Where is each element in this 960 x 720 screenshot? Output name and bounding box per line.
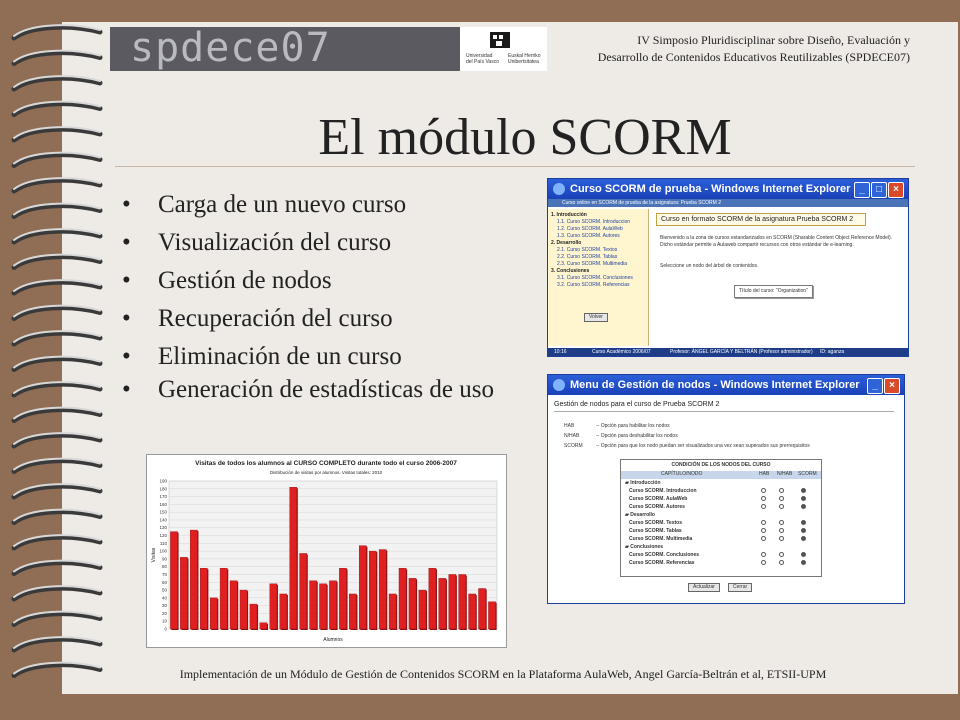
title-divider — [115, 166, 915, 167]
bar — [270, 584, 277, 629]
radio-button[interactable] — [801, 560, 806, 565]
ring-icon — [14, 280, 100, 293]
bar — [319, 584, 326, 629]
nodes-legend — [564, 421, 894, 451]
y-tick-label: 120 — [159, 533, 167, 539]
chart-subtitle: Distribución de visitas por alumnos. Visitas totales: 2010 — [269, 470, 383, 475]
legend-key: N/HAB — [564, 433, 580, 439]
radio-button[interactable] — [779, 488, 784, 493]
radio-button[interactable] — [779, 560, 784, 565]
bar — [389, 594, 396, 629]
ring-icon — [14, 229, 100, 242]
ring-icon — [14, 51, 100, 64]
legend-row — [564, 441, 894, 451]
logo-text: spdece07 — [130, 27, 331, 71]
bar — [230, 581, 237, 629]
y-tick-label: 130 — [159, 525, 167, 531]
window-title-bar — [548, 375, 904, 395]
y-tick-label: 190 — [159, 478, 167, 484]
node-label: Curso SCORM. Introduccion — [629, 488, 697, 494]
legend-row — [564, 431, 894, 441]
bullet-item: • Recuperación del curso — [118, 300, 508, 338]
bar — [250, 604, 257, 629]
y-tick-label: 10 — [161, 618, 167, 624]
nodes-table — [620, 459, 822, 577]
ring-icon — [14, 510, 100, 523]
window-title-bar — [548, 179, 908, 199]
tree-item[interactable]: 2.3. Curso SCORM. Multimedia — [557, 261, 628, 267]
y-tick-label: 0 — [164, 626, 167, 632]
node-label: Curso SCORM. Multimedia — [629, 536, 693, 542]
ring-icon — [14, 586, 100, 599]
table-row — [621, 479, 821, 487]
node-label: Curso SCORM. Textos — [629, 520, 682, 526]
y-tick-label: 30 — [161, 603, 167, 609]
university-emblem-icon — [490, 32, 510, 48]
radio-button[interactable] — [779, 552, 784, 557]
bar — [488, 602, 495, 629]
ring-icon — [14, 535, 100, 548]
table-row — [621, 503, 821, 511]
chart-svg — [147, 455, 506, 647]
legend-row — [564, 421, 894, 431]
node-label: Curso SCORM. Tablas — [629, 528, 682, 534]
ring-icon — [14, 382, 100, 395]
nodes-window — [547, 374, 905, 604]
bar — [170, 532, 177, 629]
bar — [310, 581, 317, 629]
ring-icon — [14, 204, 100, 217]
node-label: Curso SCORM. Referencias — [629, 560, 695, 566]
ring-icon — [14, 484, 100, 497]
tree-item[interactable]: 2.2. Curso SCORM. Tablas — [557, 254, 618, 260]
table-header — [621, 471, 821, 479]
y-tick-label: 20 — [161, 610, 167, 616]
tree-item[interactable]: 1.1. Curso SCORM. Introduccion — [557, 219, 631, 225]
close-icon[interactable]: × — [884, 378, 900, 394]
bullet-list — [118, 186, 508, 404]
status-time: 10:16 — [554, 349, 567, 355]
table-row — [621, 519, 821, 527]
y-tick-label: 100 — [159, 548, 167, 554]
ie-icon — [553, 183, 565, 195]
bar — [349, 594, 356, 629]
legend-desc: -- Opción para que los nodo puedan ser visualizados una vez sean superados sus prerrequisitos — [596, 443, 810, 449]
symposium-caption: IV Simposio Pluridisciplinar sobre Diseño, Evaluación y Desarrollo de Contenidos Educativos Reutilizables (SPDECE07) — [597, 33, 910, 64]
content-body: Bienvenido a la zona de cursos estandarizados en SCORM (Sharable Content Object Reference Model). Dicho estándar permite a Aulaweb compartir recursos con otros estándar de e-learning. — [660, 235, 893, 248]
y-tick-label: 110 — [159, 540, 167, 546]
window-title: Menu de Gestión de nodos - Windows Internet Explorer — [570, 379, 860, 391]
course-subheader: Curso online en SCORM de prueba de la asignatura: Prueba SCORM 2 — [548, 199, 908, 207]
status-bar — [548, 348, 908, 356]
update-button[interactable]: Actualizar — [688, 583, 720, 592]
bar — [399, 568, 406, 629]
bar — [409, 578, 416, 629]
window-title: Curso SCORM de prueba - Windows Internet Explorer — [570, 183, 851, 195]
radio-button[interactable] — [761, 520, 766, 525]
ring-icon — [14, 178, 100, 191]
radio-button[interactable] — [801, 520, 806, 525]
y-tick-label: 70 — [161, 571, 167, 577]
ring-icon — [14, 76, 100, 89]
bar — [429, 568, 436, 629]
radio-button[interactable] — [801, 504, 806, 509]
ring-icon — [14, 408, 100, 421]
node-label: Curso SCORM. Autores — [629, 504, 685, 510]
table-row — [621, 551, 821, 559]
bar — [479, 588, 486, 629]
bar — [459, 574, 466, 629]
radio-button[interactable] — [761, 552, 766, 557]
minimize-icon[interactable]: _ — [854, 182, 870, 198]
university-name-eu: Euskal Herriko Unibertsitatea — [508, 53, 541, 65]
ring-icon — [14, 331, 100, 344]
bar — [290, 487, 297, 629]
y-tick-label: 90 — [161, 556, 167, 562]
radio-button[interactable] — [801, 528, 806, 533]
radio-button[interactable] — [779, 536, 784, 541]
back-button[interactable]: Volver — [584, 313, 608, 322]
table-row — [621, 559, 821, 567]
x-axis-label: Alumnos — [323, 637, 343, 643]
bar — [220, 568, 227, 629]
ring-icon — [14, 306, 100, 319]
node-label: Curso SCORM. AulaWeb — [629, 496, 688, 502]
tree-item[interactable]: 1.3. Curso SCORM. Autores — [557, 233, 620, 239]
ring-icon — [14, 255, 100, 268]
bullet-item: • Carga de un nuevo curso — [118, 186, 508, 224]
radio-button[interactable] — [801, 496, 806, 501]
radio-button[interactable] — [761, 488, 766, 493]
bar — [300, 553, 307, 629]
maximize-icon[interactable]: □ — [871, 182, 887, 198]
radio-button[interactable] — [761, 496, 766, 501]
y-tick-label: 40 — [161, 595, 167, 601]
table-row — [621, 543, 821, 551]
university-name-es: Universidad del País Vasco — [466, 53, 499, 65]
radio-button[interactable] — [801, 536, 806, 541]
bar — [180, 557, 187, 629]
content-tree — [548, 209, 649, 346]
table-row — [621, 495, 821, 503]
bullet-item: • Gestión de nodos — [118, 262, 508, 300]
radio-button[interactable] — [779, 496, 784, 501]
table-row — [621, 527, 821, 535]
col-header: HAB — [759, 471, 770, 477]
radio-button[interactable] — [779, 504, 784, 509]
y-tick-label: 140 — [159, 517, 167, 523]
slide-title: El módulo SCORM — [318, 109, 732, 166]
bar — [190, 530, 197, 629]
close-button[interactable]: Cerrar — [728, 583, 752, 592]
course-title-box: Título del curso: "Organization" — [734, 285, 813, 298]
bar — [260, 623, 267, 629]
ring-icon — [14, 433, 100, 446]
chart-title: Visitas de todos los alumnos al CURSO COMPLETO durante todo el curso 2006-2007 — [195, 460, 457, 467]
y-tick-label: 180 — [159, 486, 167, 492]
table-title: CONDICIÓN DE LOS NODOS DEL CURSO — [671, 462, 771, 468]
bar — [439, 578, 446, 629]
radio-button[interactable] — [761, 560, 766, 565]
content-heading: Curso en formato SCORM de la asignatura Prueba SCORM 2 — [656, 213, 866, 226]
bar — [329, 581, 336, 629]
y-tick-label: 50 — [161, 587, 167, 593]
bar — [369, 551, 376, 629]
ring-icon — [14, 637, 100, 650]
tree-item[interactable]: 3. Conclusiones — [551, 268, 590, 274]
status-professor: Profesor: ÁNGEL GARCÍA Y BELTRÁN (Profesor administrador) — [670, 349, 813, 355]
table-row — [621, 487, 821, 495]
table-row — [621, 535, 821, 543]
bar — [339, 568, 346, 629]
y-tick-label: 80 — [161, 564, 167, 570]
bar — [449, 574, 456, 629]
nodes-heading: Gestión de nodos para el curso de Prueba SCORM 2 — [554, 401, 894, 412]
bullet-item: • Generación de estadísticas de uso — [118, 376, 508, 404]
legend-key: HAB — [564, 423, 575, 429]
radio-button[interactable] — [761, 504, 766, 509]
y-tick-label: 60 — [161, 579, 167, 585]
minimize-icon[interactable]: _ — [867, 378, 883, 394]
university-logo — [460, 27, 547, 71]
ring-icon — [14, 561, 100, 574]
tree-item[interactable]: 1. Introducción — [551, 212, 587, 218]
content-select: Seleccione un nodo del árbol de contenidos. — [660, 263, 759, 269]
radio-button[interactable] — [801, 488, 806, 493]
bar — [280, 594, 287, 629]
col-header: N/HAB — [777, 471, 793, 477]
ring-icon — [14, 25, 100, 38]
radio-button[interactable] — [779, 528, 784, 533]
tree-item[interactable]: 3.1. Curso SCORM. Conclusiones — [557, 275, 633, 281]
folder-label: ▰ Introducción — [625, 480, 661, 486]
col-header: SCORM — [798, 471, 817, 477]
ring-icon — [14, 357, 100, 370]
radio-button[interactable] — [801, 552, 806, 557]
bar — [359, 546, 366, 629]
scorm-course-window — [547, 178, 909, 357]
bar — [210, 598, 217, 629]
radio-button[interactable] — [779, 520, 784, 525]
node-label: Curso SCORM. Conclusiones — [629, 552, 700, 558]
status-id: ID: aganza — [820, 349, 845, 355]
legend-desc: -- Opción para habilitar los nodos — [596, 423, 670, 429]
ie-icon — [553, 379, 565, 391]
tree-item[interactable]: 2. Desarrollo — [551, 240, 582, 246]
legend-key: SCORM — [564, 443, 583, 449]
bar — [200, 568, 207, 629]
table-row — [621, 511, 821, 519]
bar — [379, 550, 386, 629]
ring-icon — [14, 459, 100, 472]
col-header: CAPÍTULO/NODO — [661, 471, 703, 477]
tree-item[interactable]: 1.2. Curso SCORM. AulaWeb — [557, 226, 623, 232]
tree-item[interactable]: 3.2. Curso SCORM. Referencias — [557, 282, 630, 288]
y-tick-label: 170 — [159, 494, 167, 500]
bar — [469, 594, 476, 629]
visits-chart — [146, 454, 507, 648]
folder-label: ▰ Conclusiones — [625, 544, 664, 550]
bullet-item: • Eliminación de un curso — [118, 338, 508, 376]
bar — [240, 590, 247, 629]
bullet-item: • Visualización del curso — [118, 224, 508, 262]
slide-footer: Implementación de un Módulo de Gestión de Contenidos SCORM en la Plataforma AulaWeb, Angel García-Beltrán et al, ETSII-UPM — [179, 667, 827, 681]
ring-icon — [14, 612, 100, 625]
y-axis-label: Visitas — [151, 547, 157, 563]
folder-label: ▰ Desarrollo — [625, 512, 655, 518]
tree-item[interactable]: 2.1. Curso SCORM. Textos — [557, 247, 618, 253]
radio-button[interactable] — [761, 528, 766, 533]
close-icon[interactable]: × — [888, 182, 904, 198]
y-tick-label: 150 — [159, 509, 167, 515]
status-year: Curso Académico 2006/07 — [592, 349, 651, 355]
legend-desc: -- Opción para deshabilitar los nodos — [596, 433, 678, 439]
y-tick-label: 160 — [159, 501, 167, 507]
radio-button[interactable] — [761, 536, 766, 541]
bar — [419, 590, 426, 629]
